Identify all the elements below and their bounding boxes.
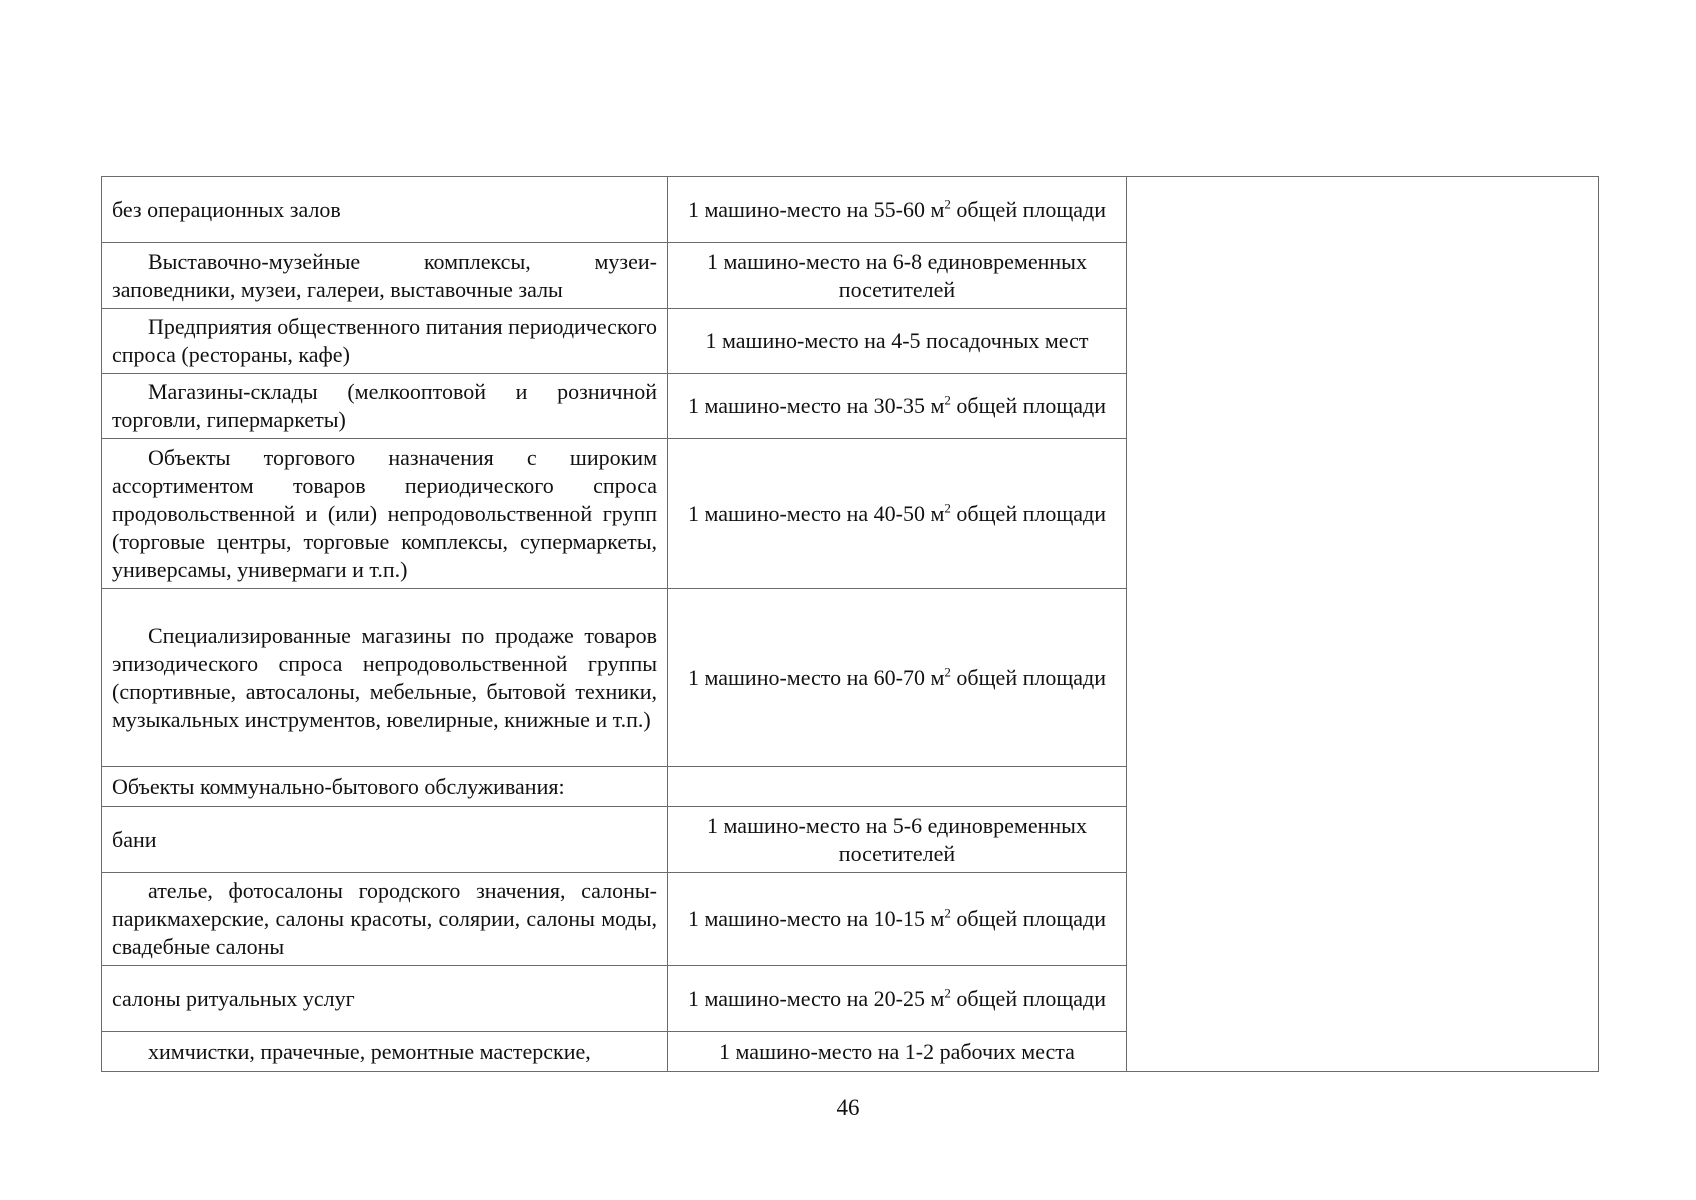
parking-norm-cell: 1 машино-место на 40-50 $м^2$ общей площади	[668, 439, 1127, 589]
parking-norm-cell: 1 машино-место на 6-8 единовременных посетителей	[668, 243, 1127, 309]
parking-norm-cell: 1 машино-место на 4-5 посадочных мест	[668, 309, 1127, 374]
object-type-cell: ателье, фотосалоны городского значения, салоны-парикмахерские, салоны красоты, солярии, салоны моды, свадебные салоны	[102, 873, 668, 966]
object-type-cell: без операционных залов	[102, 177, 668, 243]
parking-norm-cell: 1 машино-место на 10-15 $м^2$ общей площади	[668, 873, 1127, 966]
object-type-cell: Специализированные магазины по продаже товаров эпизодического спроса непродовольственной группы (спортивные, автосалоны, мебельные, бытовой техники, музыкальных инструментов, ювелирные, книжные и т.п.)	[102, 589, 668, 767]
blank-column-cell	[1127, 177, 1599, 1072]
parking-norm-cell: 1 машино-место на 5-6 единовременных посетителей	[668, 807, 1127, 873]
object-type-cell: бани	[102, 807, 668, 873]
object-type-cell: салоны ритуальных услуг	[102, 966, 668, 1032]
object-type-cell: Выставочно-музейные комплексы, музеи-заповедники, музеи, галереи, выставочные залы	[102, 243, 668, 309]
object-type-cell: Предприятия общественного питания периодического спроса (рестораны, кафе)	[102, 309, 668, 374]
object-type-cell: Объекты торгового назначения с широким ассортиментом товаров периодического спроса продовольственной и (или) непродовольственной групп (торговые центры, торговые комплексы, супермаркеты, универсамы, универмаги и т.п.)	[102, 439, 668, 589]
page-number: 46	[836, 1095, 860, 1120]
object-type-cell: химчистки, прачечные, ремонтные мастерские,	[102, 1032, 668, 1072]
parking-norms-table	[101, 176, 1599, 1072]
parking-norm-cell: 1 машино-место на 60-70 $м^2$ общей площади	[668, 589, 1127, 767]
parking-norm-cell: 1 машино-место на 20-25 $м^2$ общей площади	[668, 966, 1127, 1032]
parking-norm-cell: 1 машино-место на 30-35 $м^2$ общей площади	[668, 374, 1127, 439]
parking-norm-cell: 1 машино-место на 55-60 $м^2$ общей площади	[668, 177, 1127, 243]
parking-norm-cell: 1 машино-место на 1-2 рабочих места	[668, 1032, 1127, 1072]
object-type-cell: Магазины-склады (мелкооптовой и розничной торговли, гипермаркеты)	[102, 374, 668, 439]
table-row	[102, 177, 1599, 243]
parking-norm-cell	[668, 767, 1127, 807]
section-heading-cell: Объекты коммунально-бытового обслуживания:	[102, 767, 668, 807]
